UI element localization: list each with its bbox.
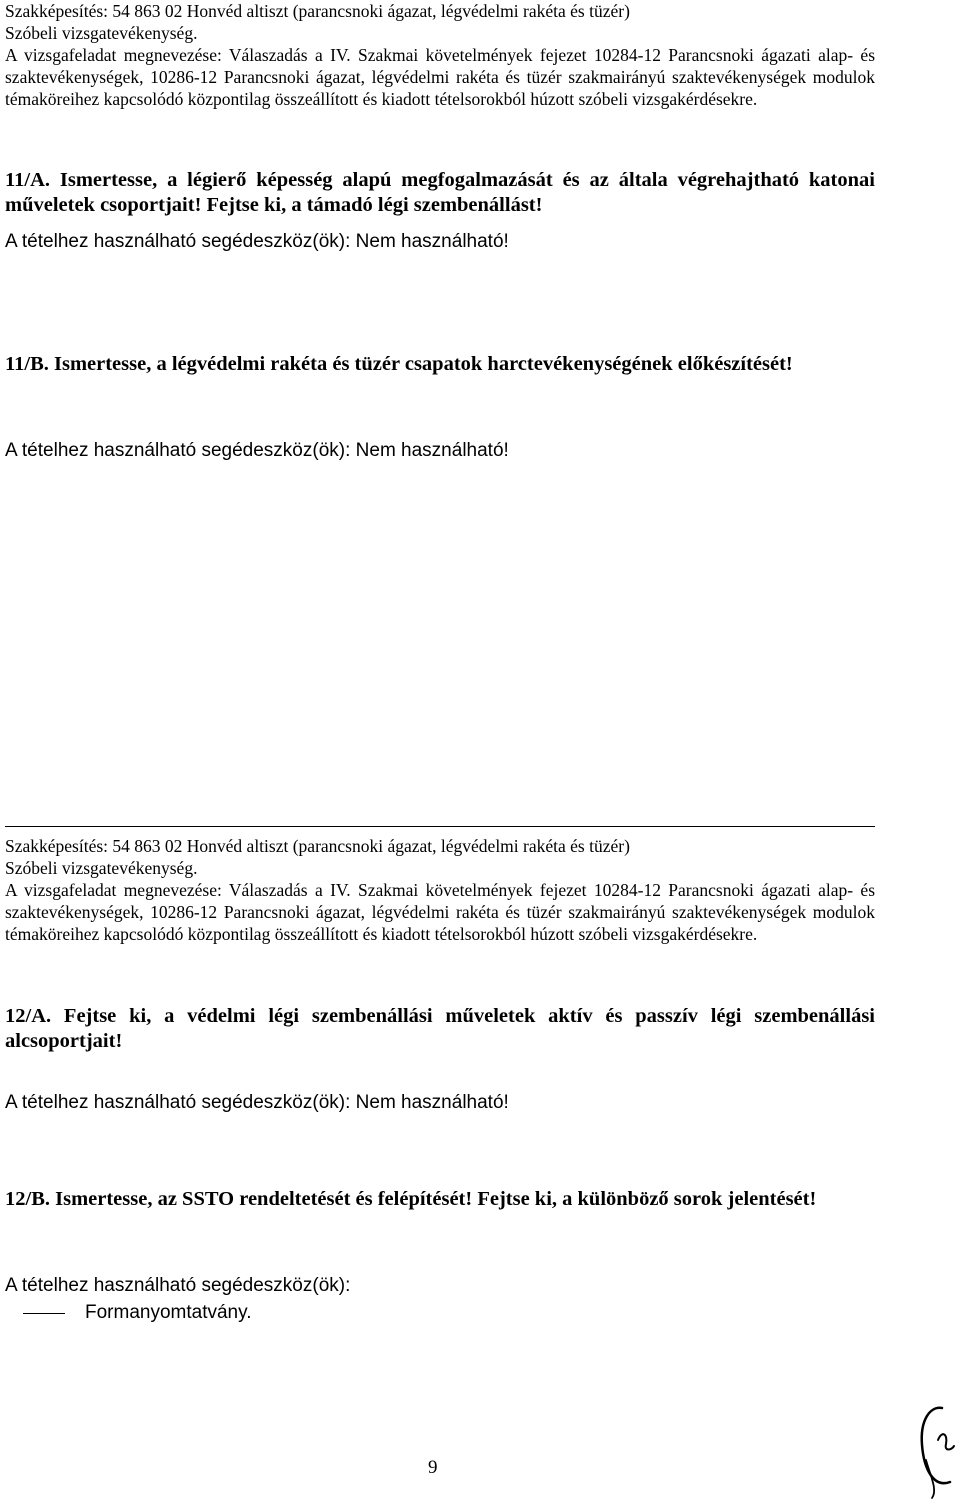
aid-note-11a: A tételhez használható segédeszköz(ök): Nem használható!: [5, 231, 509, 252]
list-item-text: Formanyomtatvány.: [85, 1302, 252, 1323]
activity-line: Szóbeli vizsgatevékenység.: [5, 23, 198, 43]
task-11a: 11/A. Ismertesse, a légierő képesség alapú megfogalmazását és az általa végrehajtható katonai műveletek csoportjait! Fejtse ki, a támadó légi szembenállást!: [5, 169, 875, 216]
task-description: A vizsgafeladat megnevezése: Válaszadás a IV. Szakmai követelmények fejezet 10284-12 Parancsnoki ágazati alap- és szaktevékenységek, 10286-12 Parancsnoki ágazat, légvédelmi rakéta és tüzér szakmairányú szaktevékenységek modulok témaköreihez kapcsolódó központilag összeállított és kiadott tételsorokból húzott szóbeli vizsgakérdésekre.: [5, 880, 875, 944]
exam-header-1: [5, 0, 875, 110]
task-description: A vizsgafeladat megnevezése: Válaszadás a IV. Szakmai követelmények fejezet 10284-12 Parancsnoki ágazati alap- és szaktevékenységek, 10286-12 Parancsnoki ágazat, légvédelmi rakéta és tüzér szakmairányú szaktevékenységek modulok témaköreihez kapcsolódó központilag összeállított és kiadott tételsorokból húzott szóbeli vizsgakérdésekre.: [5, 45, 875, 109]
aid-note-12a: A tételhez használható segédeszköz(ök): Nem használható!: [5, 1092, 509, 1113]
page-number: 9: [428, 1457, 438, 1478]
activity-line: Szóbeli vizsgatevékenység.: [5, 858, 198, 878]
task-12a: 12/A. Fejtse ki, a védelmi légi szembenállási műveletek aktív és passzív légi szembenállási alcsoportjait!: [5, 1005, 875, 1052]
aid-list-12b: [23, 1302, 251, 1324]
aid-note-12b: A tételhez használható segédeszköz(ök):: [5, 1275, 351, 1296]
task-12b: 12/B. Ismertesse, az SSTO rendeltetését és felépítését! Fejtse ki, a különböző sorok jelentését!: [5, 1188, 817, 1210]
task-11b: 11/B. Ismertesse, a légvédelmi rakéta és tüzér csapatok harctevékenységének előkészítését!: [5, 353, 793, 375]
exam-header-2: [5, 835, 875, 945]
handwritten-signature-icon: [912, 1400, 957, 1500]
dash-bullet-icon: [23, 1313, 65, 1314]
aid-note-11b: A tételhez használható segédeszköz(ök): Nem használható!: [5, 440, 509, 461]
section-divider: [5, 826, 875, 827]
qualification-line: Szakképesítés: 54 863 02 Honvéd altiszt (parancsnoki ágazat, légvédelmi rakéta és tüzér): [5, 1, 630, 21]
list-item: [23, 1302, 251, 1324]
qualification-line: Szakképesítés: 54 863 02 Honvéd altiszt (parancsnoki ágazat, légvédelmi rakéta és tüzér): [5, 836, 630, 856]
